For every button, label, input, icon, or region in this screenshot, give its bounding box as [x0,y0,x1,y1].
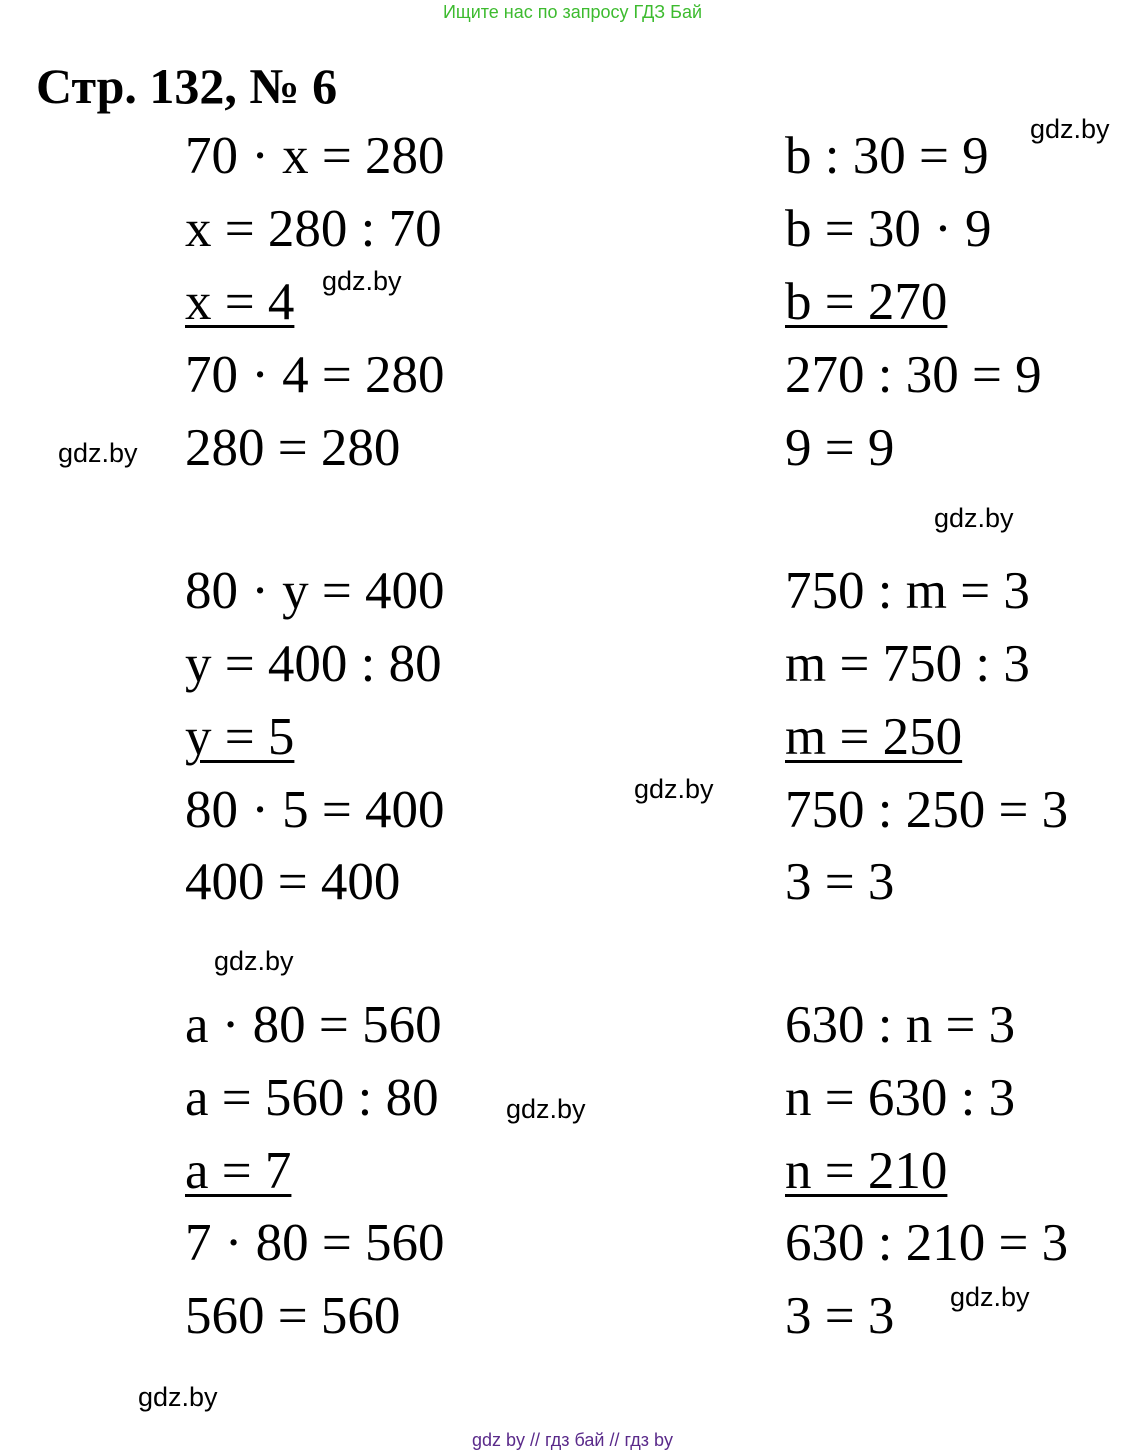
equation-right-2-check: 750 : 250 = 3 [785,781,1069,839]
equation-right-3-answer: n = 210 [785,1142,948,1200]
watermark: gdz.by [58,438,138,468]
equation-right-2-answer: m = 250 [785,708,963,766]
watermark: gdz.by [1030,114,1110,144]
equation-left-1-answer: x = 4 [185,273,295,331]
equation-right-3-check: 630 : 210 = 3 [785,1214,1069,1272]
equation-right-2-result: 3 = 3 [785,853,895,911]
equation-right-1-line-1: b : 30 = 9 [785,127,989,185]
equation-left-3-line-2: a = 560 : 80 [185,1069,439,1127]
equation-left-3-result: 560 = 560 [185,1287,401,1345]
equation-right-1-answer: b = 270 [785,273,948,331]
watermark: gdz.by [506,1094,586,1124]
equation-right-2-line-1: 750 : m = 3 [785,562,1030,620]
footer-links[interactable]: gdz by // гдз бай // гдз by [471,1430,674,1450]
top-banner[interactable]: Ищите нас по запросу ГДЗ Бай [442,2,703,22]
equation-right-3-line-2: n = 630 : 3 [785,1069,1016,1127]
equation-left-2-answer: y = 5 [185,708,295,766]
equation-right-1-line-2: b = 30 · 9 [785,200,992,258]
watermark: gdz.by [322,266,402,296]
equation-left-1-check: 70 · 4 = 280 [185,346,445,404]
equation-left-1-line-2: x = 280 : 70 [185,200,442,258]
equation-right-3-line-1: 630 : n = 3 [785,996,1016,1054]
equation-left-3-check: 7 · 80 = 560 [185,1214,445,1272]
watermark: gdz.by [214,946,294,976]
watermark: gdz.by [950,1282,1030,1312]
equation-left-2-check: 80 · 5 = 400 [185,781,445,839]
watermark: gdz.by [934,503,1014,533]
equation-left-2-line-1: 80 · y = 400 [185,562,445,620]
equation-left-3-line-1: a · 80 = 560 [185,996,442,1054]
equation-left-1-result: 280 = 280 [185,419,401,477]
equation-right-3-result: 3 = 3 [785,1287,895,1345]
equation-right-1-check: 270 : 30 = 9 [785,346,1042,404]
equation-left-2-line-2: y = 400 : 80 [185,635,442,693]
page-title: Стр. 132, № 6 [36,58,338,114]
equation-left-3-answer: a = 7 [185,1142,292,1200]
watermark: gdz.by [138,1382,218,1412]
watermark: gdz.by [634,774,714,804]
equation-left-1-line-1: 70 · x = 280 [185,127,445,185]
equation-left-2-result: 400 = 400 [185,853,401,911]
equation-right-2-line-2: m = 750 : 3 [785,635,1030,693]
equation-right-1-result: 9 = 9 [785,419,895,477]
